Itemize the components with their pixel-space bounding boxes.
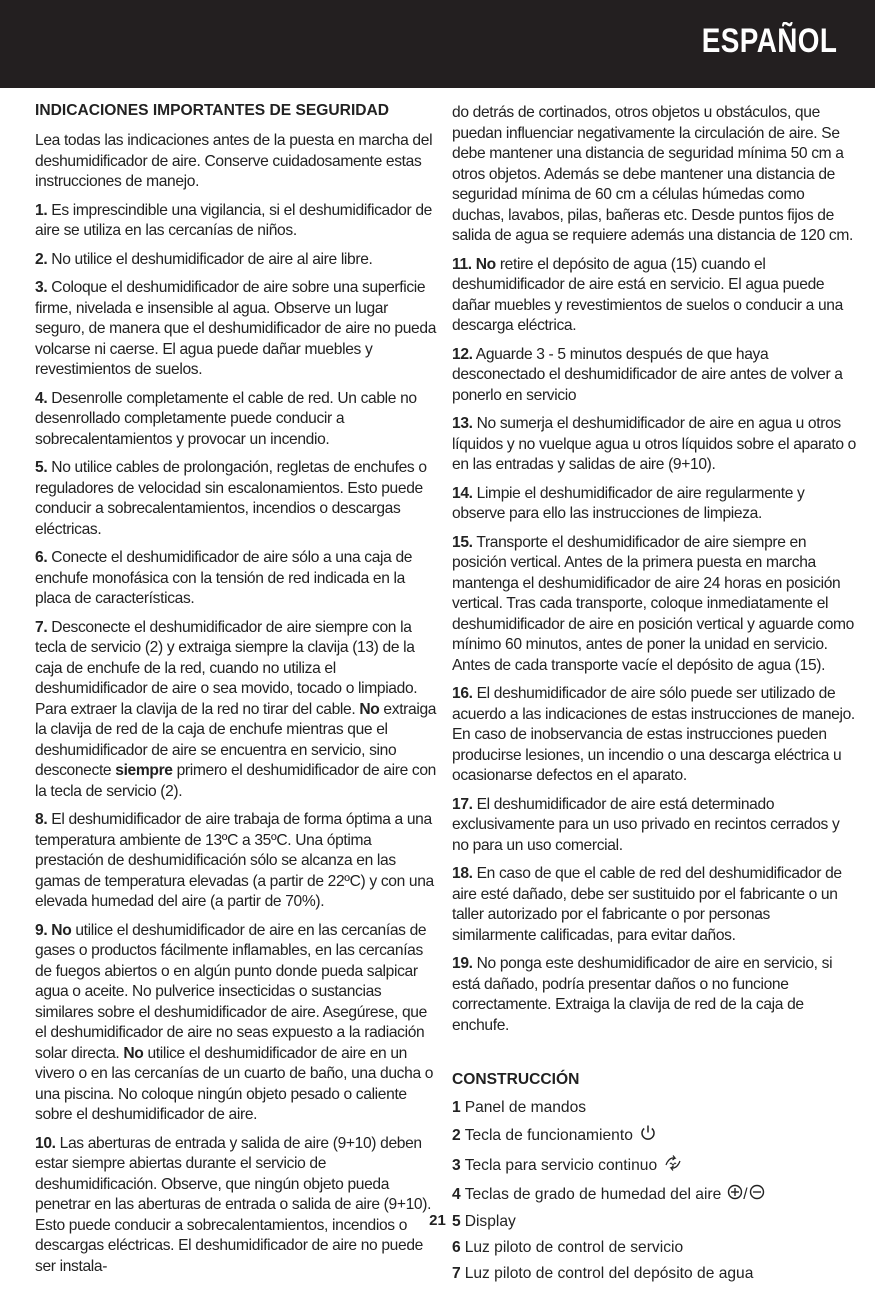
safety-item-10-continued: do detrás de cortinados, otros objetos u obstáculos, que puedan influenciar negativamente la circulación de aire. Se debe mantener una distancia de seguridad mínima 50 cm a otros objetos. Además se debe mantener una distancia de seguridad mínima de 60 cm a células húmedas como duchas, lavabos, pilas, bañeras etc. Desde puntos fijos de salida de agua se requiere además una distancia de 120 cm.: [452, 104, 854, 244]
page-number: 21: [429, 1212, 446, 1229]
plus-circle-icon: [727, 1184, 743, 1206]
safety-intro: Lea todas las indicaciones antes de la puesta en marcha del deshumidificador de aire. Conserve cuidadosamente estas instrucciones de manejo.: [35, 132, 433, 190]
construction-item-6: 6 Luz piloto de control de servicio: [452, 1239, 684, 1256]
safety-item-12: 12. Aguarde 3 - 5 minutos después de que haya desconectado el deshumidificador de aire antes de volver a ponerlo en servicio: [452, 345, 843, 404]
safety-heading: INDICACIONES IMPORTANTES DE SEGURIDAD: [35, 102, 390, 119]
safety-item-13: 13. No sumerja el deshumidificador de aire en agua u otros líquidos y no vuelque agua u otros líquidos sobre el aparato o en las entradas y salidas de aire (9+10).: [452, 415, 856, 473]
safety-item-7: 7. Desconecte el deshumidificador de aire siempre con la tecla de servicio (2) y extraiga siempre la clavija (13) de la caja de enchufe de la red, cuando no utiliza el deshumidificador de aire o sea movido, tocado o limpiado. Para extraer la clavija de la red no tirar del cable. No extraiga la clavija de red de la caja de enchufe mientras que el deshumidificador de aire se encuentra en servicio, sino desconecte siempre primero el deshumidificador de aire con la tecla de servicio (2).: [35, 618, 437, 800]
safety-item-17: 17. El deshumidificador de aire está determinado exclusivamente para un uso privado en recintos cerrados y no para un uso comercial.: [452, 795, 840, 854]
left-column: [35, 101, 439, 1285]
safety-item-16: 16. El deshumidificador de aire sólo puede ser utilizado de acuerdo a las indicaciones de estas instrucciones de manejo. En caso de inobservancia de estas instrucciones pueden producirse lesiones, un incendio o una descarga eléctrica u ocasionarse defectos en el aparato.: [452, 685, 855, 784]
safety-item-6: 6. Conecte el deshumidificador de aire sólo a una caja de enchufe monofásica con la tensión de red indicada en la placa de características.: [35, 549, 413, 607]
safety-item-9: 9. No utilice el deshumidificador de aire en las cercanías de gases o productos fácilmente inflamables, en las cercanías de fuegos abiertos o en algún punto donde pueda salpicar agua o aceite. No pulverice insecticidas o sustancias similares sobre el deshumidificador de aire. Asegúrese, que el deshumidificador de aire no seas expuesto a la radiación solar directa. No utilice el deshumidificador de aire en un vivero o en las cercanías de un cuarto de baño, una ducha o una piscina. No coloque ningún objeto pesado o caliente sobre el deshumidificador de aire.: [35, 921, 434, 1123]
humidity-slash: /: [743, 1186, 748, 1203]
safety-item-1: 1. Es imprescindible una vigilancia, si el deshumidificador de aire se utiliza en las cercanías de niños.: [35, 201, 432, 239]
power-icon: [639, 1124, 657, 1148]
safety-item-2: 2. No utilice el deshumidificador de aire al aire libre.: [35, 250, 373, 268]
language-title: ESPAÑOL: [701, 22, 837, 60]
safety-item-8: 8. El deshumidificador de aire trabaja de forma óptima a una temperatura ambiente de 13ºC a 35ºC. Una óptima prestación de deshumidificación sólo se alcanza en las gamas de temperatura elevadas (a partir de 22ºC) y con una elevada humedad del aire (a partir de 70%).: [35, 811, 434, 910]
safety-item-19: 19. No ponga este deshumidificador de aire en servicio, si está dañado, podría presentar daños o no funcione correctamente. Extraiga la clavija de red de la caja de enchufe.: [452, 955, 833, 1034]
construction-item-5: 5 Display: [452, 1213, 516, 1230]
construction-item-2: 2 Tecla de funcionamiento: [452, 1124, 856, 1148]
safety-item-11: 11. No retire el depósito de agua (15) cuando el deshumidificador de aire está en servicio. El agua puede dañar muebles y revestimientos de suelos o conducir a una descarga eléctrica.: [452, 255, 843, 334]
construction-heading: CONSTRUCCIÓN: [452, 1071, 580, 1088]
safety-item-5: 5. No utilice cables de prolongación, regletas de enchufes o reguladores de velocidad sin escalonamientos. Esto puede conducir a sobrecalentamientos, incendios o descargas eléctricas.: [35, 459, 427, 538]
construction-item-1: 1 Panel de mandos: [452, 1099, 587, 1116]
safety-item-3: 3. Coloque el deshumidificador de aire sobre una superficie firme, nivelada e insensible al agua. Observe un lugar seguro, de manera que el deshumidificador de aire no pueda volcarse ni caerse. El agua puede dañar muebles y revestimientos de suelos.: [35, 279, 437, 378]
safety-item-18: 18. En caso de que el cable de red del deshumidificador de aire esté dañado, debe ser sustituido por el fabricante o un taller autorizado por el fabricante o por personas similarmente calificadas, para evitar daños.: [452, 865, 842, 944]
construction-item-3: 3 Tecla para servicio continuo: [452, 1154, 856, 1178]
header-bar: [0, 0, 875, 88]
right-column: [452, 103, 856, 1290]
continuous-icon: [663, 1154, 683, 1178]
safety-item-4: 4. Desenrolle completamente el cable de red. Un cable no desenrollado completamente puede conducir a sobrecalentamientos y provocar un incendio.: [35, 389, 417, 448]
construction-item-7: 7 Luz piloto de control del depósito de agua: [452, 1265, 754, 1282]
construction-item-4: 4 Teclas de grado de humedad del aire /: [452, 1184, 856, 1206]
safety-item-14: 14. Limpie el deshumidificador de aire regularmente y observe para ello las instrucciones de limpieza.: [452, 484, 805, 522]
safety-item-10: 10. Las aberturas de entrada y salida de aire (9+10) deben estar siempre abiertas durante el servicio de deshumidificación. Observe, que ningún objeto pueda penetrar en las aberturas de entrada o salida de aire (9+10). Esto puede conducir a sobrecalentamientos, incendios o descargas eléctricas. El deshumidificador de aire no puede ser instala-: [35, 1134, 432, 1275]
safety-item-15: 15. Transporte el deshumidificador de aire siempre en posición vertical. Antes de la primera puesta en marcha mantenga el deshumidificador de aire 24 horas en posición vertical. Tras cada transporte, coloque inmediatamente el deshumidificador de aire en posición vertical y aguarde como mínimo 60 minutos, antes de poner la unidad en servicio. Antes de cada transporte vacíe el depósito de agua (15).: [452, 533, 854, 674]
minus-circle-icon: [749, 1184, 765, 1206]
